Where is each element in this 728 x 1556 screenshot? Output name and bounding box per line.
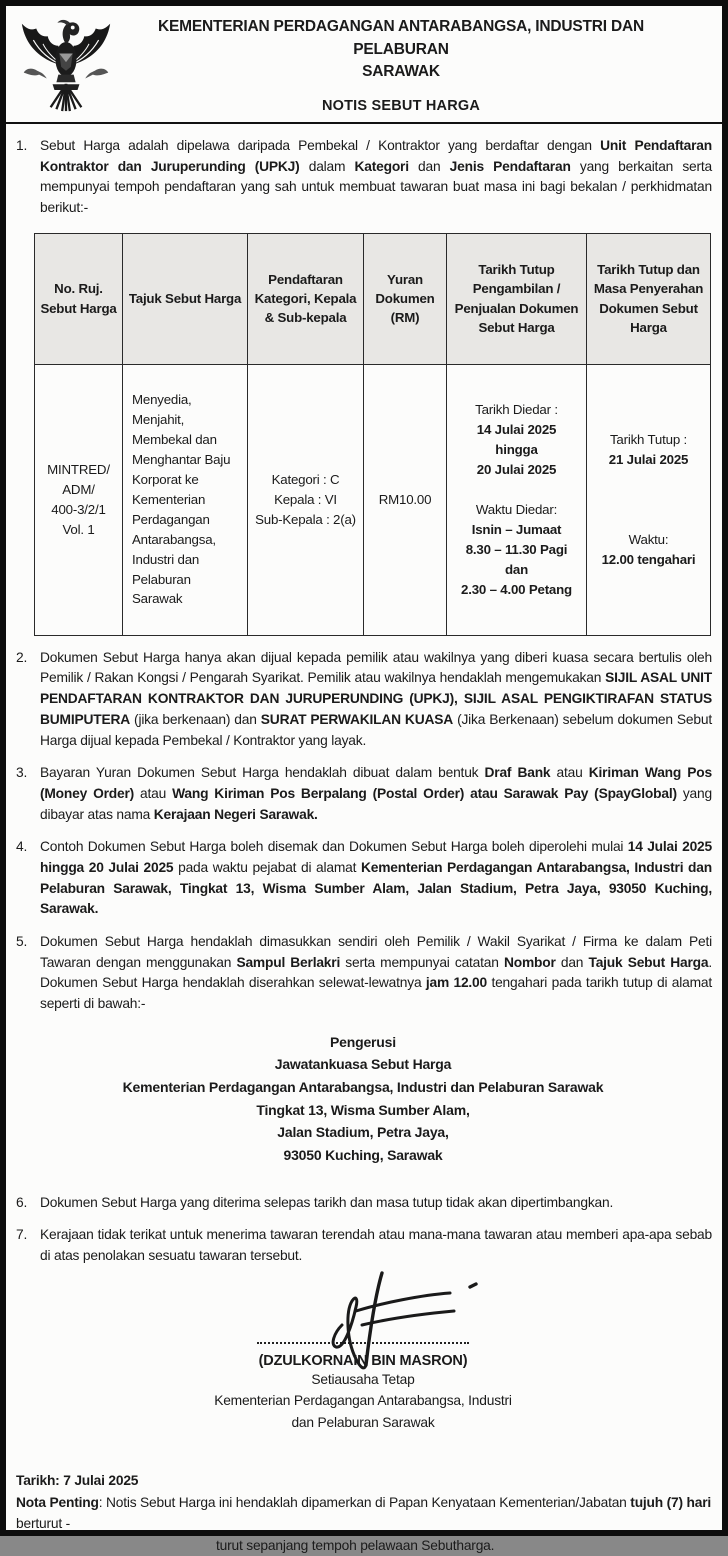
important-note-line2: turut sepanjang tempoh pelawaan Sebutharga. [216, 1537, 495, 1553]
signature-scribble [312, 1267, 502, 1379]
clause-4-text: Contoh Dokumen Sebut Harga boleh disemak dan Dokumen Sebut Harga boleh diperolehi mulai 14 Julai 2025 hingga 20 Julai 2025 pada waktu pejabat di alamat Kementerian Perdagangan Antarabangsa, Industri dan Pelaburan Sarawak, Tingkat 13, Wisma Sumber Alam, Jalan Stadium, Petra Jaya, 93050 Kuching, Sarawak. [40, 839, 712, 917]
clause-5-text: Dokumen Sebut Harga hendaklah dimasukkan sendiri oleh Pemilik / Wakil Syarikat / Firma ke dalam Peti Tawaran dengan menggunakan Sampul Berlakri serta mempunyai catatan Nombor dan Tajuk Sebut Harga. Dokumen Sebut Harga hendaklah diserahkan selewat-lewatnya jam 12.00 tengahari pada tarikh tutup di alamat seperti di bawah:- [40, 934, 712, 1012]
clause-1-number: 1. [16, 138, 28, 153]
cell-title: Menyedia, Menjahit, Membekal dan Menghantar Baju Korporat ke Kementerian Perdagangan Antarabangsa, Industri dan Pelaburan Sarawak [123, 364, 248, 635]
clause-4-number: 4. [16, 839, 28, 855]
cell-ref-no: MINTRED/ ADM/ 400-3/2/1 Vol. 1 [35, 364, 123, 635]
cell-fee: RM10.00 [364, 364, 447, 635]
clause-1 [16, 136, 712, 219]
clause-2-text: Dokumen Sebut Harga hanya akan dijual kepada pemilik atau wakilnya yang diberi kuasa secara bertulis oleh Pemilik / Rakan Kongsi / Pengarah Syarikat. Pemilik atau wakilnya hendaklah mengemukakan SIJIL ASAL UNIT PENDAFTARAN KONTRAKTOR DAN JURUPERUNDING (UPKJ), SIJIL ASAL PENGIKTIRAFAN STATUS BUMIPUTERA (jika berkenaan) dan SURAT PERWAKILAN KUASA (Jika Berkenaan) sebelum dokumen Sebut Harga dijual kepada Pembekal / Kontraktor yang layak. [40, 649, 712, 748]
col-header-fee: Yuran Dokumen (RM) [364, 233, 447, 364]
sarawak-crest-logo [16, 15, 116, 115]
submission-address-block: Pengerusi Jawatankuasa Sebut Harga Kementerian Perdagangan Antarabangsa, Industri dan Pelaburan Sarawak Tingkat 13, Wisma Sumber Alam, Jalan Stadium, Petra Jaya, 93050 Kuching, Sarawak [122, 1033, 604, 1164]
clause-3-number: 3. [16, 765, 28, 781]
table-row [35, 364, 711, 635]
col-header-sale-closing: Tarikh Tutup Pengambilan / Penjualan Dokumen Sebut Harga [447, 233, 587, 364]
clause-4 [16, 837, 712, 920]
issue-date: Tarikh: 7 Julai 2025 [16, 1472, 139, 1488]
header [6, 6, 722, 124]
document-title: NOTIS SEBUT HARGA [321, 97, 481, 114]
ministry-name-line2: SARAWAK [362, 63, 440, 81]
signatory-org-line2: dan Pelaburan Sarawak [291, 1414, 435, 1430]
signature-block [12, 1279, 714, 1455]
signatory-org-line1: Kementerian Perdagangan Antarabangsa, Industri [214, 1393, 512, 1409]
clause-1-text: Sebut Harga adalah dipelawa daripada Pembekal / Kontraktor yang berdaftar dengan Unit Pendaftaran Kontraktor dan Juruperunding (UPKJ) dalam Kategori dan Jenis Pendaftaran yang berkaitan serta mempunyai tempoh pendaftaran yang sah untuk membuat tawaran buat masa ini bagi bekalan / perkhidmatan berikut:- [40, 138, 712, 216]
ministry-name [116, 16, 686, 83]
clause-5 [16, 932, 712, 1015]
footer [16, 1473, 712, 1556]
signatory-role: Setiausaha Tetap [311, 1371, 415, 1387]
col-header-ref-no: No. Ruj. Sebut Harga [35, 233, 123, 364]
header-titles [116, 16, 716, 113]
col-header-registration: Pendaftaran Kategori, Kepala & Sub-kepala [248, 233, 364, 364]
col-header-title: Tajuk Sebut Harga [123, 233, 248, 364]
clause-7-number: 7. [16, 1227, 28, 1243]
clause-6-number: 6. [16, 1194, 28, 1210]
clause-3 [16, 763, 712, 825]
table-header-row [35, 233, 711, 364]
cell-registration: Kategori : C Kepala : VI Sub-Kepala : 2(a) [248, 364, 364, 635]
quotation-table [34, 233, 711, 636]
clause-6-text: Dokumen Sebut Harga yang diterima selepas tarikh dan masa tutup tidak akan dipertimbangkan. [40, 1194, 614, 1210]
col-header-submission-closing: Tarikh Tutup dan Masa Penyerahan Dokumen Sebut Harga [587, 233, 711, 364]
important-note-line1: Nota Penting: Notis Sebut Harga ini hendaklah dipamerkan di Papan Kenyataan Kementerian/Jabatan tujuh (7) hari berturut - [16, 1494, 712, 1532]
ministry-name-line1: KEMENTERIAN PERDAGANGAN ANTARABANGSA, INDUSTRI DAN PELABURAN [157, 18, 644, 58]
clause-7 [16, 1225, 712, 1266]
cell-sale-closing: Tarikh Diedar : 14 Julai 2025 hingga 20 Julai 2025 Waktu Diedar: Isnin – Jumaat 8.30 – 11.30 Pagi dan 2.30 – 4.00 Petang [447, 364, 587, 635]
clause-3-text: Bayaran Yuran Dokumen Sebut Harga hendaklah dibuat dalam bentuk Draf Bank atau Kiriman Wang Pos (Money Order) atau Wang Kiriman Pos Berpalang (Postal Order) atau Sarawak Pay (SpayGlobal) yang dibayar atas nama Kerajaan Negeri Sarawak. [40, 765, 712, 822]
clause-5-number: 5. [16, 934, 28, 949]
clause-2-number: 2. [16, 649, 28, 665]
signatory-name: (DZULKORNAIN BIN MASRON) [258, 1352, 468, 1369]
clause-7-text: Kerajaan tidak terikat untuk menerima tawaran terendah atau mana-mana tawaran atau memberi apa-apa sebab di atas penolakan sesuatu tawaran tersebut. [40, 1227, 712, 1264]
hornbill-crest-icon [18, 15, 114, 115]
cell-submission-closing: Tarikh Tutup : 21 Julai 2025 Waktu: 12.00 tengahari [587, 364, 711, 635]
clause-6 [16, 1193, 712, 1214]
clause-2 [16, 648, 712, 751]
